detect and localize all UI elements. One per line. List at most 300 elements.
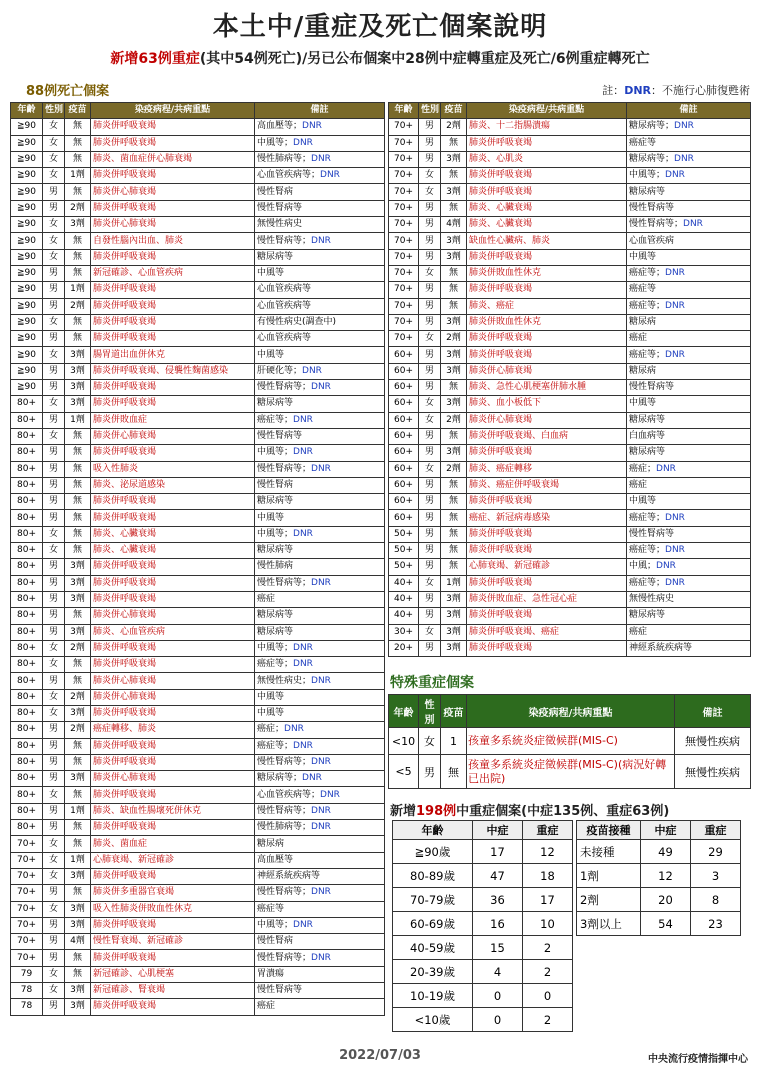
note-text: 癌症等； [257, 659, 294, 670]
note-text: 神經系統疾病等 [629, 642, 693, 653]
vaccine-cell: 無 [65, 265, 91, 281]
note-cell [255, 950, 385, 966]
header-note: 備註 [255, 103, 385, 119]
moderate-cell: 47 [473, 864, 523, 888]
age-cell: 70+ [389, 119, 419, 135]
table-header-row [11, 103, 385, 119]
age-cell: 80+ [11, 461, 43, 477]
note-cell [255, 543, 385, 559]
note-cell [255, 363, 385, 379]
age-cell: 70+ [11, 934, 43, 950]
severe-header: 重症 [691, 821, 741, 840]
report-date: 2022/07/03 [339, 1048, 421, 1063]
age-cell: 40+ [389, 591, 419, 607]
note-cell [255, 885, 385, 901]
table-row [11, 689, 385, 705]
course-cell: 肺炎併呼吸衰竭 [467, 445, 627, 461]
note-text: 癌症； [629, 463, 657, 474]
age-cell: 60+ [389, 412, 419, 428]
course-cell: 肺炎併呼吸衰竭 [91, 640, 255, 656]
vaccine-cell: 3劑 [441, 314, 467, 330]
note-cell [255, 852, 385, 868]
table-row [389, 591, 751, 607]
vaccine-cell: 無 [65, 754, 91, 770]
new-title-count: 198例 [416, 804, 457, 819]
note-text: 糖尿病等 [257, 251, 294, 262]
age-cell: ≧90 [11, 347, 43, 363]
moderate-cell: 16 [473, 912, 523, 936]
note-text: 白血病等 [629, 431, 666, 442]
note-cell [627, 347, 751, 363]
note-cell [255, 526, 385, 542]
table-row [11, 608, 385, 624]
note-cell [255, 151, 385, 167]
vaccine-cell: 2劑 [65, 640, 91, 656]
vaccine-cell: 3劑 [65, 217, 91, 233]
note-cell [255, 282, 385, 298]
course-cell: 肺炎併呼吸衰竭 [467, 575, 627, 591]
vaccine-cell: 2劑 [441, 412, 467, 428]
special-note: 無慢性疾病 [675, 728, 751, 755]
age-cell: 70+ [389, 151, 419, 167]
header-sex: 性別 [419, 695, 441, 728]
age-cell: 78 [11, 999, 43, 1015]
table-row [11, 754, 385, 770]
label-cell: 40-59歲 [393, 936, 473, 960]
sex-cell: 女 [43, 347, 65, 363]
table-row [389, 510, 751, 526]
vaccine-cell: 無 [65, 331, 91, 347]
age-cell: 70+ [389, 217, 419, 233]
vaccine-cell: 無 [65, 543, 91, 559]
note-text: 心血管疾病等 [257, 333, 312, 344]
table-row [11, 282, 385, 298]
course-cell: 肺炎併呼吸衰竭 [91, 396, 255, 412]
severe-cell: 8 [691, 888, 741, 912]
course-cell: 心肺衰竭、新冠確診 [467, 559, 627, 575]
age-cell: 80+ [11, 591, 43, 607]
course-cell: 肺炎併呼吸衰竭 [91, 559, 255, 575]
course-cell: 肺炎併敗血症 [91, 412, 255, 428]
sex-cell: 男 [43, 934, 65, 950]
note-text: 中風等； [257, 919, 294, 930]
table-row [11, 983, 385, 999]
table-row [389, 168, 751, 184]
note-cell [255, 119, 385, 135]
sex-cell: 男 [43, 575, 65, 591]
dnr-tag: DNR [293, 659, 313, 670]
note-cell [255, 510, 385, 526]
note-text: 慢性腎病等； [257, 577, 312, 588]
sex-cell: 女 [43, 543, 65, 559]
stats-row [577, 888, 741, 912]
table-row [11, 135, 385, 151]
note-text: 慢性腎病等； [257, 757, 312, 768]
vaccine-cell: 無 [65, 673, 91, 689]
note-cell [255, 657, 385, 673]
course-cell: 新冠確診、腎衰竭 [91, 983, 255, 999]
vaccine-cell: 無 [65, 738, 91, 754]
sex-cell: 女 [43, 689, 65, 705]
note-text: 無慢性病史 [257, 219, 303, 230]
organization: 中央流行疫情指揮中心 [648, 1054, 748, 1065]
sex-cell: 男 [43, 624, 65, 640]
note-text: 糖尿病等 [257, 398, 294, 409]
note-cell [255, 917, 385, 933]
dnr-tag: DNR [311, 822, 331, 833]
sex-cell: 女 [419, 396, 441, 412]
course-cell: 心肺衰竭、新冠確診 [91, 852, 255, 868]
table-row [389, 494, 751, 510]
sex-cell: 男 [419, 608, 441, 624]
sex-cell: 男 [43, 738, 65, 754]
table-row [11, 999, 385, 1015]
age-cell: 80+ [11, 803, 43, 819]
course-cell: 肺炎併呼吸衰竭 [467, 184, 627, 200]
note-cell [627, 640, 751, 656]
note-text: 有慢性病史(調查中) [257, 317, 337, 327]
sex-cell: 男 [419, 477, 441, 493]
sex-cell: 男 [43, 200, 65, 216]
sex-cell: 女 [43, 526, 65, 542]
note-text: 心血管疾病 [629, 235, 675, 246]
vaccine-cell: 無 [65, 494, 91, 510]
label-cell: 2劑 [577, 888, 641, 912]
sex-cell: 男 [43, 608, 65, 624]
sex-cell: 男 [419, 494, 441, 510]
age-cell: 50+ [389, 559, 419, 575]
note-text: 癌症 [629, 333, 648, 344]
table-row [11, 461, 385, 477]
dnr-tag: DNR [302, 365, 322, 376]
note-cell [255, 445, 385, 461]
severe-cell: 18 [523, 864, 573, 888]
course-cell: 肺炎、泌尿道感染 [91, 477, 255, 493]
age-cell: 80+ [11, 771, 43, 787]
age-cell: 80+ [11, 657, 43, 673]
table-row [11, 510, 385, 526]
vaccine-cell: 無 [441, 494, 467, 510]
note-prefix: 註： [602, 84, 625, 97]
sex-cell: 女 [43, 119, 65, 135]
table-row [11, 934, 385, 950]
age-cell: 80+ [11, 787, 43, 803]
page-title: 本土中/重症及死亡個案說明 [212, 12, 548, 42]
vaccine-cell: 3劑 [65, 771, 91, 787]
sex-cell: 女 [43, 657, 65, 673]
table-row [389, 608, 751, 624]
dnr-tag: DNR [311, 952, 331, 963]
dnr-tag: DNR [293, 137, 313, 148]
dnr-tag: DNR [311, 154, 331, 165]
sex-cell: 女 [43, 640, 65, 656]
note-cell [627, 363, 751, 379]
note-text: 中風； [629, 561, 657, 572]
special-age: <10 [389, 728, 419, 755]
vaccine-cell: 無 [65, 233, 91, 249]
sex-cell: 男 [419, 510, 441, 526]
vax-header-row [577, 821, 741, 840]
dnr-tag: DNR [311, 757, 331, 768]
course-cell: 肺炎併心肺衰竭 [91, 608, 255, 624]
note-cell [627, 380, 751, 396]
note-text: 癌症等 [629, 284, 657, 295]
dnr-tag: DNR [665, 349, 685, 360]
sex-cell: 男 [43, 754, 65, 770]
course-cell: 肺炎併呼吸衰竭 [91, 298, 255, 314]
note-text: 中風等； [629, 170, 666, 181]
course-cell: 自發性腦內出血、肺炎 [91, 233, 255, 249]
header-vaccine: 疫苗 [441, 103, 467, 119]
course-cell: 肺炎併呼吸衰竭 [467, 543, 627, 559]
dnr-tag: DNR [665, 170, 685, 181]
dnr-tag: DNR [320, 170, 340, 181]
age-cell: 70+ [11, 901, 43, 917]
special-sex: 男 [419, 755, 441, 789]
label-cell: 10-19歲 [393, 984, 473, 1008]
note-cell [627, 233, 751, 249]
note-suffix: ：不施行心肺復甦術 [651, 84, 750, 97]
vaccine-cell: 無 [65, 966, 91, 982]
course-cell: 肺炎併呼吸衰竭 [467, 608, 627, 624]
age-cell: 80+ [11, 608, 43, 624]
note-text: 心血管疾病等 [257, 300, 312, 311]
age-cell: ≧90 [11, 151, 43, 167]
age-cell: 80+ [11, 722, 43, 738]
course-cell: 肺炎併呼吸衰竭 [91, 249, 255, 265]
note-cell [255, 820, 385, 836]
age-header: 年齡 [393, 821, 473, 840]
sex-cell: 男 [419, 200, 441, 216]
vaccine-cell: 無 [65, 836, 91, 852]
course-cell: 肺炎併呼吸衰竭、癌症 [467, 624, 627, 640]
note-text: 中風等 [257, 691, 285, 702]
age-cell: 80+ [11, 428, 43, 444]
note-cell [255, 803, 385, 819]
table-row [11, 217, 385, 233]
note-text: 慢性腎病等； [257, 887, 312, 898]
table-row [11, 184, 385, 200]
moderate-cell: 20 [641, 888, 691, 912]
vaccine-stats-table [576, 820, 741, 936]
label-cell: 70-79歲 [393, 888, 473, 912]
sex-cell: 男 [419, 151, 441, 167]
course-cell: 肺炎併心肺衰竭 [91, 184, 255, 200]
note-cell [255, 135, 385, 151]
note-text: 心血管疾病等 [257, 284, 312, 295]
vaccine-cell: 1劑 [65, 412, 91, 428]
note-text: 肝硬化等； [257, 365, 303, 376]
sex-cell: 男 [419, 119, 441, 135]
sex-cell: 男 [43, 494, 65, 510]
table-row [11, 445, 385, 461]
table-row [11, 298, 385, 314]
note-text: 癌症等； [629, 349, 666, 360]
course-cell: 慢性腎衰竭、新冠確診 [91, 934, 255, 950]
age-cell: 70+ [389, 282, 419, 298]
vaccine-cell: 3劑 [65, 347, 91, 363]
note-text: 慢性腎病等 [257, 431, 303, 442]
moderate-cell: 0 [473, 984, 523, 1008]
course-cell: 肺炎併呼吸衰竭 [91, 787, 255, 803]
note-text: 糖尿病等； [257, 773, 303, 784]
course-cell: 肺炎併呼吸衰竭 [91, 314, 255, 330]
note-cell [627, 151, 751, 167]
sex-cell: 女 [419, 461, 441, 477]
course-cell: 肺炎併心肺衰竭 [91, 673, 255, 689]
death-table-left [10, 102, 385, 1016]
note-text: 中風等 [257, 349, 285, 360]
note-text: 慢性腎病等； [257, 952, 312, 963]
table-row [11, 787, 385, 803]
vaccine-cell: 無 [441, 428, 467, 444]
vaccine-cell: 3劑 [65, 901, 91, 917]
course-cell: 肺炎併呼吸衰竭、白血病 [467, 428, 627, 444]
note-text: 慢性腎病等 [257, 202, 303, 213]
header-vaccine: 疫苗 [65, 103, 91, 119]
table-row [389, 217, 751, 233]
note-text: 慢性肺病等； [257, 154, 312, 165]
note-text: 慢性腎病等； [257, 382, 312, 393]
table-row [11, 380, 385, 396]
table-row [389, 575, 751, 591]
sex-cell: 男 [43, 331, 65, 347]
age-cell: 79 [11, 966, 43, 982]
course-cell: 肺炎併心肺衰竭 [91, 217, 255, 233]
vaccine-cell: 3劑 [65, 575, 91, 591]
note-text: 癌症 [257, 594, 276, 605]
vaccine-cell: 2劑 [65, 298, 91, 314]
vaccine-cell: 3劑 [441, 347, 467, 363]
age-cell: 20+ [389, 640, 419, 656]
note-cell [627, 135, 751, 151]
sex-cell: 女 [43, 428, 65, 444]
age-cell: 70+ [389, 331, 419, 347]
age-cell: 80+ [11, 820, 43, 836]
note-cell [627, 119, 751, 135]
table-row [11, 151, 385, 167]
course-cell: 肺炎併呼吸衰竭 [467, 331, 627, 347]
note-cell [255, 966, 385, 982]
dnr-tag: DNR [293, 740, 313, 751]
note-cell [255, 396, 385, 412]
table-row [389, 331, 751, 347]
vaccine-cell: 無 [65, 461, 91, 477]
dnr-tag: DNR [665, 545, 685, 556]
note-text: 神經系統疾病等 [257, 871, 321, 882]
vaccine-cell: 3劑 [65, 917, 91, 933]
sex-cell: 女 [419, 331, 441, 347]
vaccine-cell: 3劑 [65, 983, 91, 999]
note-text: 中風等 [257, 708, 285, 719]
vaccine-cell: 3劑 [65, 591, 91, 607]
note-text: 慢性腎病 [257, 936, 294, 947]
note-cell [627, 428, 751, 444]
vaccine-cell: 無 [65, 950, 91, 966]
course-cell: 肺炎併呼吸衰竭 [91, 200, 255, 216]
label-cell: 80-89歲 [393, 864, 473, 888]
table-row [389, 559, 751, 575]
moderate-cell: 17 [473, 840, 523, 864]
course-cell: 肺炎、血小板低下 [467, 396, 627, 412]
note-text: 慢性肺病 [257, 561, 294, 572]
table-row [389, 249, 751, 265]
course-cell: 肺炎併心肺衰竭 [467, 412, 627, 428]
note-text: 慢性腎病等 [629, 382, 675, 393]
sex-cell: 女 [419, 168, 441, 184]
note-cell [627, 396, 751, 412]
vaccine-cell: 3劑 [65, 705, 91, 721]
note-cell [255, 217, 385, 233]
course-cell: 肺炎併多重器官衰竭 [91, 885, 255, 901]
sex-cell: 女 [43, 233, 65, 249]
sex-cell: 女 [419, 184, 441, 200]
special-vaccine: 無 [441, 755, 467, 789]
vaccine-cell: 無 [65, 885, 91, 901]
stats-row [577, 864, 741, 888]
table-row [11, 363, 385, 379]
course-cell: 肺炎併呼吸衰竭 [91, 754, 255, 770]
course-cell: 新冠確診、心肌梗塞 [91, 966, 255, 982]
note-text: 慢性腎病等； [629, 219, 684, 230]
header-sex: 性別 [419, 103, 441, 119]
age-cell: ≧90 [11, 282, 43, 298]
note-text: 糖尿病等 [629, 414, 666, 425]
sex-cell: 男 [419, 380, 441, 396]
note-cell [255, 771, 385, 787]
course-cell: 肺炎、心臟衰竭 [91, 543, 255, 559]
table-row [389, 363, 751, 379]
sex-cell: 男 [43, 885, 65, 901]
age-cell: ≧90 [11, 233, 43, 249]
vaccine-cell: 無 [65, 477, 91, 493]
age-cell: 80+ [11, 575, 43, 591]
note-cell [255, 314, 385, 330]
course-cell: 肺炎併呼吸衰竭 [91, 331, 255, 347]
age-cell: 80+ [11, 559, 43, 575]
dnr-tag: DNR [665, 268, 685, 279]
note-cell [255, 461, 385, 477]
sex-cell: 女 [419, 624, 441, 640]
dnr-tag: DNR [320, 789, 340, 800]
note-text: 胃潰瘍 [257, 968, 285, 979]
vaccine-cell: 4劑 [441, 217, 467, 233]
age-cell: 70+ [11, 917, 43, 933]
dnr-tag: DNR [665, 512, 685, 523]
table-header-row [389, 103, 751, 119]
sex-cell: 男 [43, 282, 65, 298]
sex-cell: 男 [419, 543, 441, 559]
severe-cell: 2 [523, 960, 573, 984]
table-row [389, 119, 751, 135]
stats-row [393, 888, 573, 912]
age-cell: ≧90 [11, 314, 43, 330]
note-text: 慢性腎病等 [629, 202, 675, 213]
note-cell [255, 624, 385, 640]
stats-row [393, 984, 573, 1008]
note-text: 慢性腎病等 [629, 528, 675, 539]
note-text: 心血管疾病等； [257, 789, 321, 800]
note-cell [627, 249, 751, 265]
note-text: 心血管疾病等； [257, 170, 321, 181]
course-cell: 肺炎併呼吸衰竭 [91, 445, 255, 461]
table-row [389, 624, 751, 640]
subtitle-rest: (其中54例死亡)/另已公布個案中28例中症轉重症及死亡/6例重症轉死亡 [199, 51, 650, 67]
age-cell: 40+ [389, 575, 419, 591]
course-cell: 肺炎併呼吸衰竭 [91, 282, 255, 298]
vaccine-cell: 無 [65, 151, 91, 167]
note-text: 癌症等； [629, 577, 666, 588]
